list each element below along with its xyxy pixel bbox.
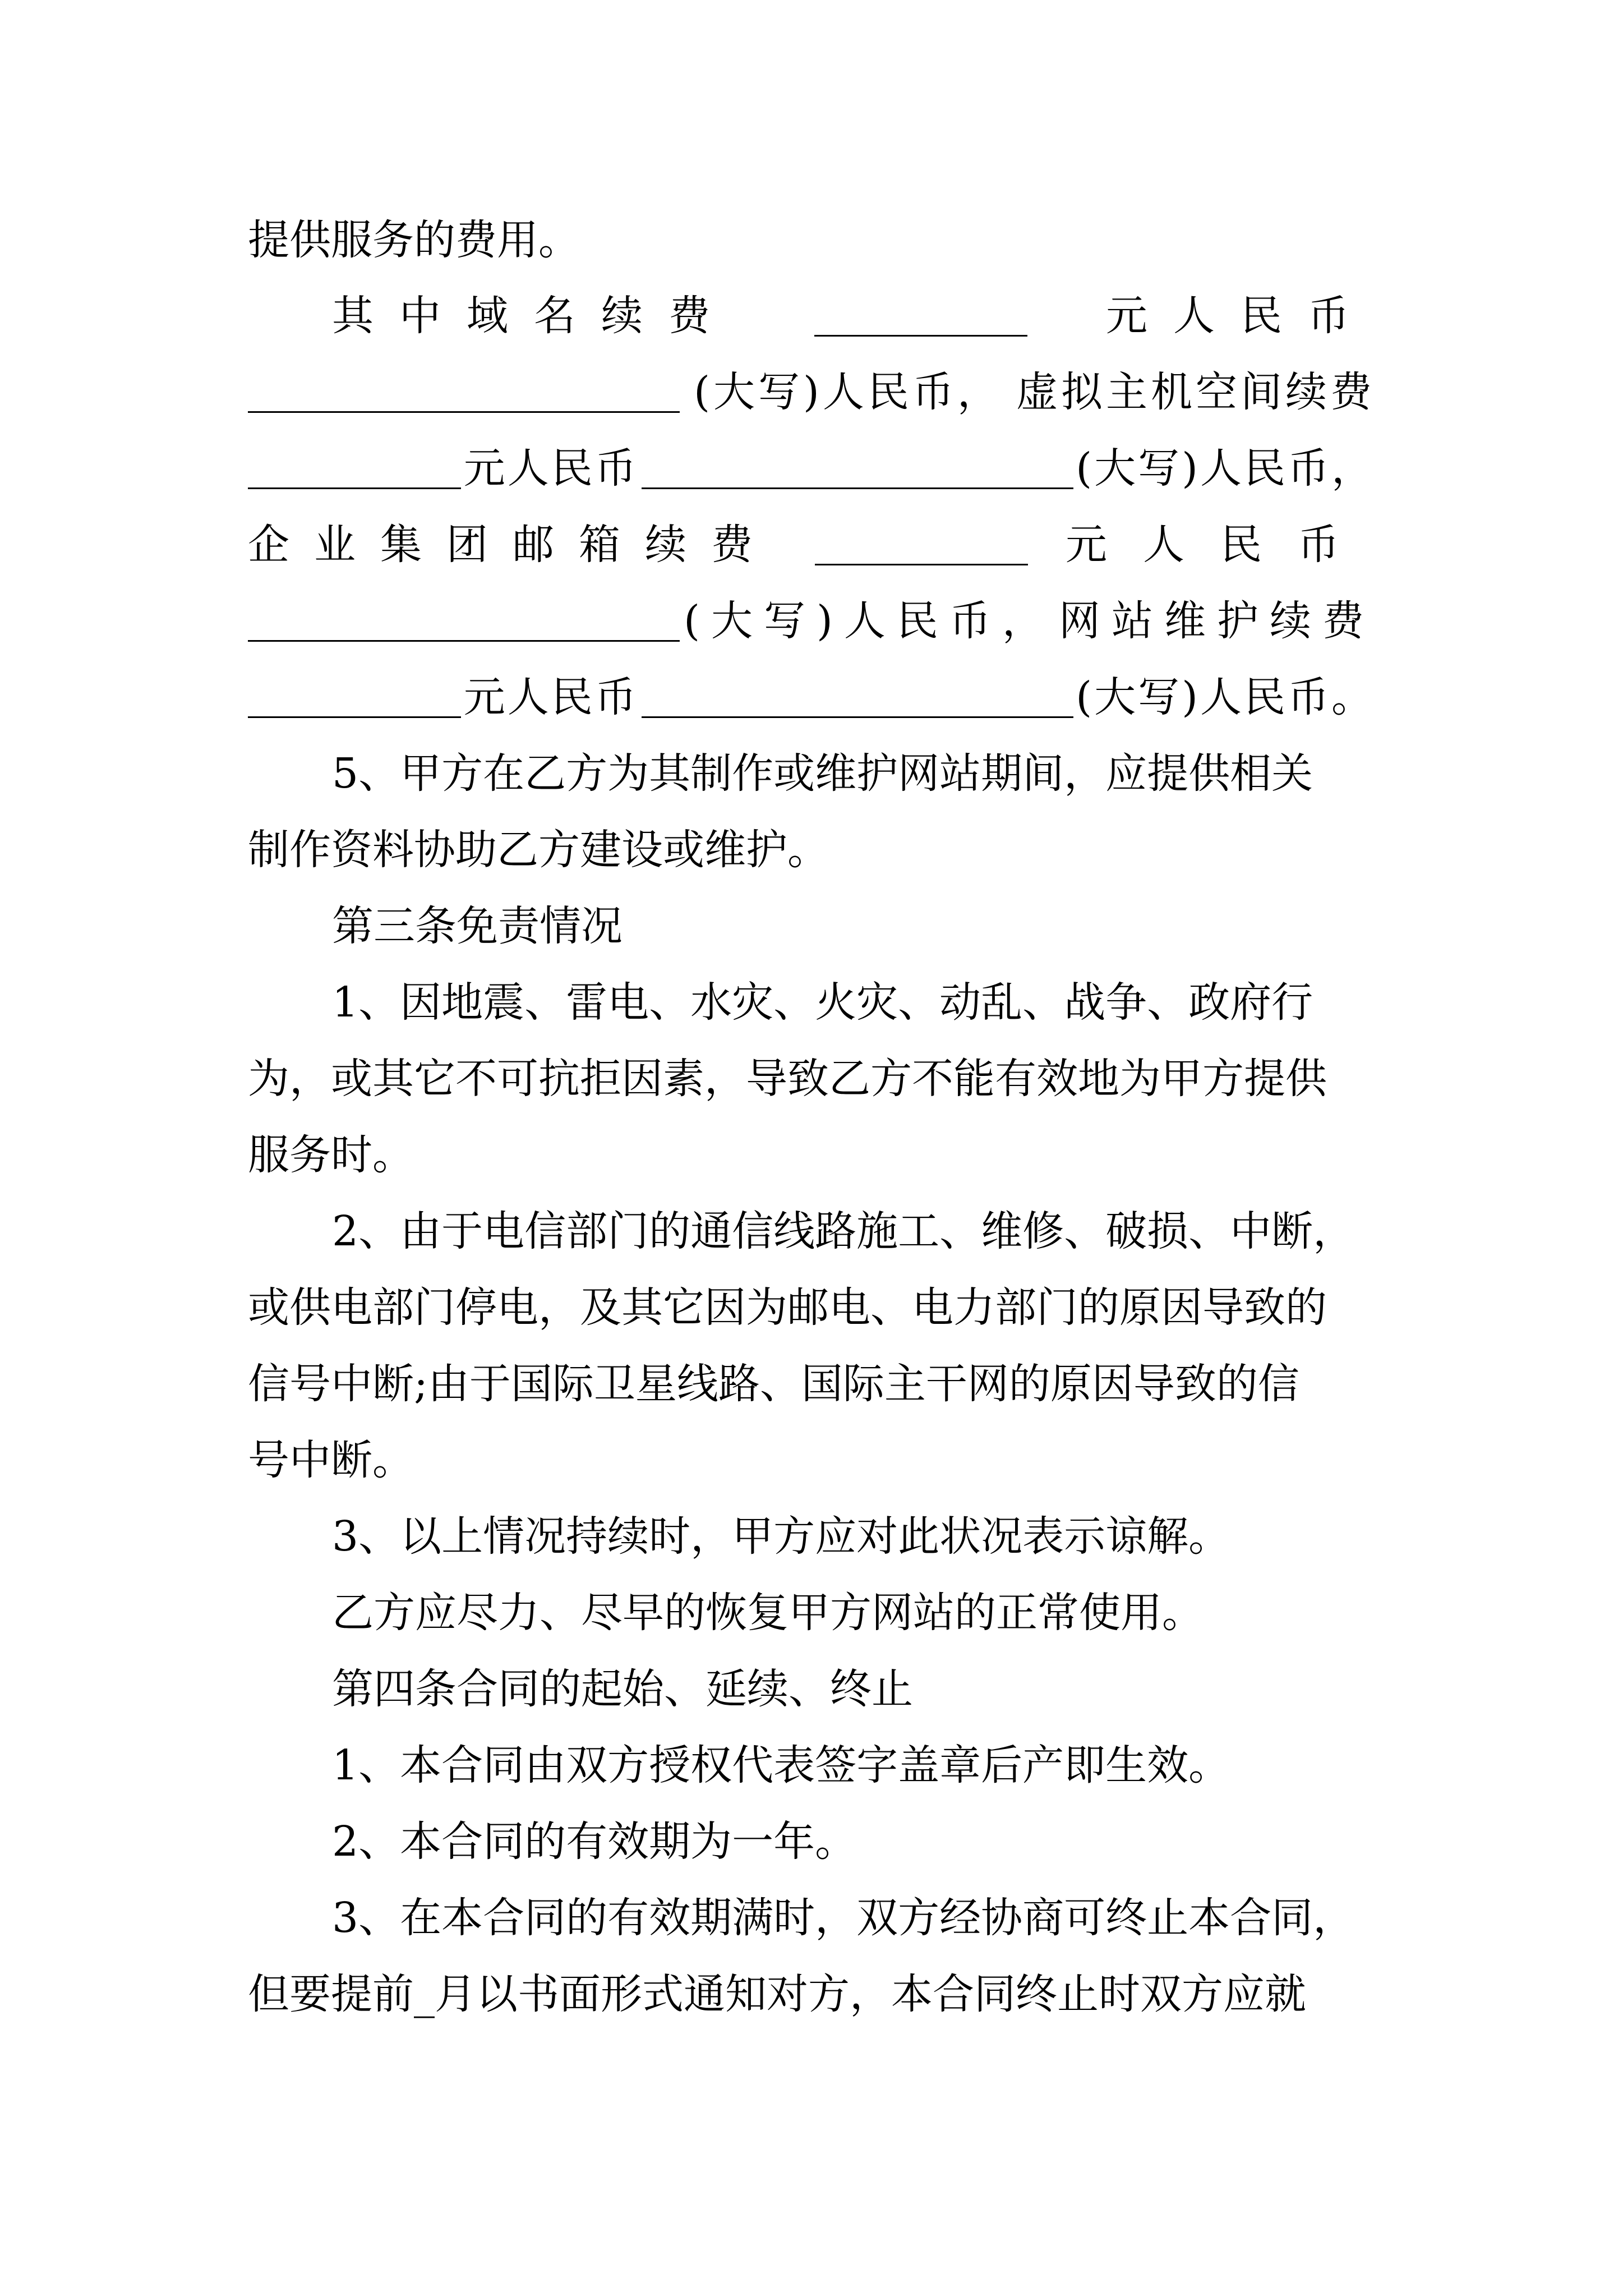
fee-host-amount-line — [248, 435, 1375, 502]
section-heading: 第三条免责情况 — [332, 902, 623, 950]
text-line: 3、以上情况持续时，甲方应对此状况表示谅解。 — [332, 1512, 1230, 1561]
fee-unit: 元人民币 — [463, 673, 639, 721]
blank-field[interactable] — [814, 301, 1027, 337]
text-line: 1、因地震、雷电、水灾、火灾、动乱、战争、政府行 — [332, 978, 1313, 1027]
fee-email-label: 企业集团邮箱续费 — [248, 521, 777, 569]
fee-daxie-end: (大写)人民币。 — [1076, 673, 1375, 721]
text-line: 或供电部门停电，及其它因为邮电、电力部门的原因导致的 — [248, 1283, 1327, 1332]
text-line: 为，或其它不可抗拒因素，导致乙方不能有效地为甲方提供 — [248, 1055, 1327, 1103]
blank-field[interactable] — [248, 683, 461, 718]
text-line: 制作资料协助乙方建设或维护。 — [248, 826, 829, 874]
fee-maint-amount-line — [248, 664, 1375, 731]
text-line: 3、在本合同的有效期满时，双方经协商可终止本合同， — [332, 1894, 1355, 1942]
fee-daxie: (大写)人民币， — [1076, 444, 1375, 493]
fee-maint-label: 网站维护续费 — [1059, 597, 1375, 645]
text-line: 提供服务的费用。 — [248, 216, 580, 264]
fee-host-line — [248, 358, 1375, 426]
text-line: 信号中断;由于国际卫星线路、国际主干网的原因导致的信 — [248, 1360, 1299, 1408]
fee-unit: 元人民币 — [1066, 521, 1375, 569]
blank-field[interactable] — [248, 606, 680, 642]
fee-unit: 元人民币 — [463, 444, 639, 493]
blank-field[interactable] — [642, 454, 1073, 489]
section-heading: 第四条合同的起始、延续、终止 — [332, 1665, 913, 1713]
text-line: 服务时。 — [248, 1131, 414, 1179]
fee-domain-label: 其中域名续费 — [332, 292, 736, 340]
blank-field[interactable] — [815, 530, 1028, 565]
text-line: 2、由于电信部门的通信线路施工、维修、破损、中断， — [332, 1207, 1355, 1255]
text-line: 5、甲方在乙方为其制作或维护网站期间，应提供相关 — [332, 749, 1313, 798]
fee-daxie: (大写)人民币， — [694, 368, 1002, 416]
fee-email-line — [248, 511, 1375, 578]
text-line: 但要提前_月以书面形式通知对方，本合同终止时双方应就 — [248, 1970, 1306, 2018]
fee-unit: 元人民币 — [1106, 292, 1375, 340]
fee-daxie: (大写)人民币， — [684, 597, 1055, 645]
text-line: 1、本合同由双方授权代表签字盖章后产即生效。 — [332, 1741, 1230, 1789]
blank-field[interactable] — [248, 454, 461, 489]
fee-maint-line — [248, 587, 1375, 655]
fee-host-label: 虚拟主机空间续费 — [1016, 368, 1375, 416]
text-line: 号中断。 — [248, 1436, 414, 1484]
text-line: 2、本合同的有效期为一年。 — [332, 1818, 857, 1866]
fee-domain-line — [332, 282, 1375, 349]
blank-field[interactable] — [642, 683, 1073, 718]
blank-field[interactable] — [248, 378, 680, 413]
text-line: 乙方应尽力、尽早的恢复甲方网站的正常使用。 — [332, 1589, 1204, 1637]
